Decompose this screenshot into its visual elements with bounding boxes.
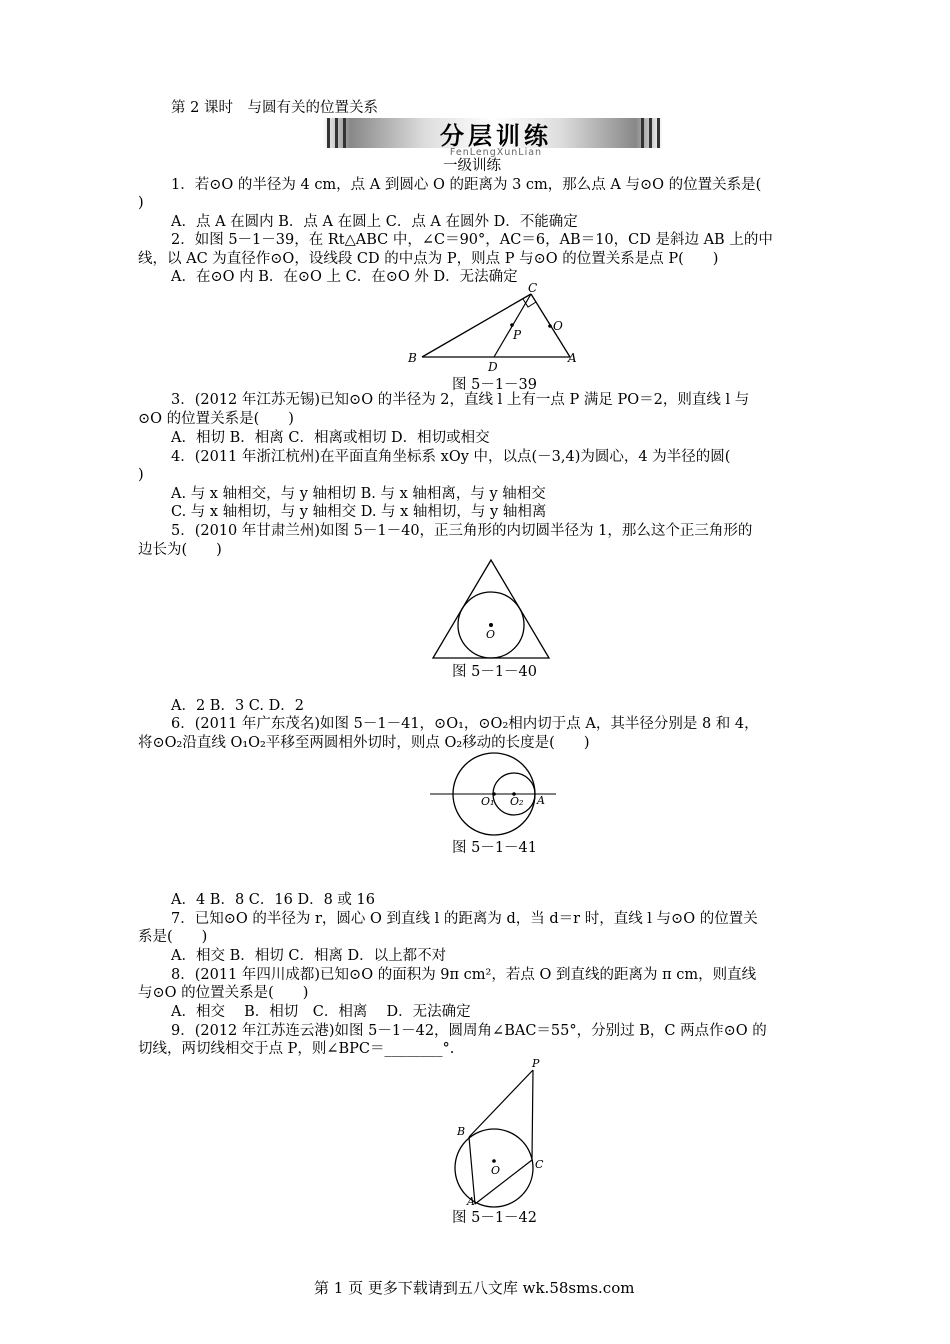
fig39-label-a: A [568, 351, 577, 365]
q8-line2: 与⊙O 的位置关系是( ) [138, 985, 309, 1001]
fig40-label-o: O [486, 628, 496, 641]
q9-line1: 9．(2012 年江苏连云港)如图 5－1－42，圆周角∠BAC＝55°，分别过 B，C 两点作⊙O 的 [171, 1023, 767, 1039]
q2-line2: 线，以 AC 为直径作⊙O，设线段 CD 的中点为 P，则点 P 与⊙O 的位置关系是点 P( ) [138, 251, 719, 267]
figure-5-1-40 [430, 558, 552, 661]
q6-options: A．4 B．8 C．16 D．8 或 16 [171, 892, 375, 908]
q7-options: A．相交 B．相切 C．相离 D．以上都不对 [171, 948, 447, 964]
fig42-tangent-pc [532, 1070, 533, 1160]
fig41-label-o2: O₂ [510, 795, 524, 808]
q6-line1: 6．(2011 年广东茂名)如图 5－1－41，⊙O₁，⊙O₂相内切于点 A，其半径分别是 8 和 4， [171, 716, 759, 732]
fig42-caption: 图 5－1－42 [452, 1210, 538, 1226]
fig40-caption: 图 5－1－40 [452, 664, 538, 680]
fig39-point-p [510, 323, 514, 327]
lesson-title: 第 2 课时 与圆有关的位置关系 [171, 100, 378, 116]
q1-line2: ) [138, 195, 144, 211]
q6-line2: 将⊙O₂沿直线 O₁O₂平移至两圆相外切时，则点 O₂移动的长度是( ) [138, 735, 590, 751]
q8-options: A．相交 B．相切 C．相离 D．无法确定 [171, 1004, 471, 1020]
q4-line1: 4．(2011 年浙江杭州)在平面直角坐标系 xOy 中，以点(－3,4)为圆心，4 为半径的圆( [171, 449, 731, 465]
fig40-triangle [433, 560, 549, 658]
fig39-label-o: O [553, 319, 563, 333]
fig40-center-dot [489, 623, 493, 627]
fig42-chord-ab [469, 1137, 475, 1204]
q4-options-cd: C. 与 x 轴相切，与 y 轴相交 D. 与 x 轴相切，与 y 轴相离 [171, 504, 547, 520]
fig41-caption: 图 5－1－41 [452, 840, 538, 856]
q3-line1: 3．(2012 年江苏无锡)已知⊙O 的半径为 2，直线 l 上有一点 P 满足 PO＝2，则直线 l 与 [171, 392, 750, 408]
fig39-label-p: P [513, 328, 522, 342]
fig39-label-c: C [528, 281, 538, 295]
figure-5-1-41 [428, 752, 558, 838]
fig41-label-a: A [537, 794, 545, 807]
q3-options: A．相切 B．相离 C．相离或相切 D．相切或相交 [171, 430, 490, 446]
fig41-label-o1: O₁ [481, 795, 495, 808]
q7-line1: 7．已知⊙O 的半径为 r，圆心 O 到直线 l 的距离为 d，当 d＝r 时，直线 l 与⊙O 的位置关 [171, 911, 758, 927]
fig39-label-d: D [488, 360, 498, 374]
q9-line2: 切线，两切线相交于点 P，则∠BPC＝________°. [138, 1041, 455, 1057]
q1-line1: 1．若⊙O 的半径为 4 cm，点 A 到圆心 O 的距离为 3 cm，那么点 A 与⊙O 的位置关系是( [171, 177, 762, 193]
q2-line1: 2．如图 5－1－39，在 Rt△ABC 中，∠C＝90°，AC＝6，AB＝10，CD 是斜边 AB 上的中 [171, 232, 773, 248]
q8-line1: 8．(2011 年四川成都)已知⊙O 的面积为 9π cm²，若点 O 到直线的距离为 π cm，则直线 [171, 967, 757, 983]
fig39-label-b: B [408, 351, 417, 365]
fig42-center-dot [492, 1159, 496, 1163]
q1-options: A．点 A 在圆内 B．点 A 在圆上 C．点 A 在圆外 D．不能确定 [171, 214, 578, 230]
fig42-label-b: B [457, 1125, 466, 1138]
fig42-label-c: C [535, 1158, 544, 1171]
fig42-chord-ac [475, 1160, 532, 1204]
fig39-right-angle [523, 299, 536, 307]
fig42-label-o: O [491, 1164, 501, 1177]
fig42-label-p: P [532, 1057, 540, 1070]
fig42-label-a: A [467, 1195, 475, 1208]
level-heading: 一级训练 [443, 158, 501, 174]
fig39-side-bc [422, 294, 531, 357]
q2-options: A．在⊙O 内 B．在⊙O 上 C．在⊙O 外 D．无法确定 [171, 269, 518, 285]
banner-title: 分层训练 [440, 122, 552, 150]
fig39-point-o [548, 324, 552, 328]
banner-subtitle: FenLengXunLian [449, 147, 543, 158]
q4-options-ab: A. 与 x 轴相交，与 y 轴相切 B. 与 x 轴相离，与 y 轴相交 [171, 486, 546, 502]
fig42-tangent-pb [469, 1070, 533, 1137]
q5-options: A．2 B．3 C. D．2 [171, 698, 304, 714]
footer: 第 1 页 更多下载请到五八文库 wk.58sms.com [314, 1279, 635, 1297]
figure-5-1-42 [448, 1058, 558, 1208]
banner [323, 118, 663, 158]
fig39-caption: 图 5－1－39 [452, 377, 538, 393]
q7-line2: 系是( ) [138, 929, 208, 945]
q5-line2: 边长为( ) [138, 542, 222, 558]
q4-line2: ) [138, 467, 144, 483]
q5-line1: 5．(2010 年甘肃兰州)如图 5－1－40，正三角形的内切圆半径为 1，那么这个正三角形的 [171, 523, 753, 539]
figure-5-1-39 [400, 282, 590, 372]
q3-line2: ⊙O 的位置关系是( ) [138, 411, 294, 427]
